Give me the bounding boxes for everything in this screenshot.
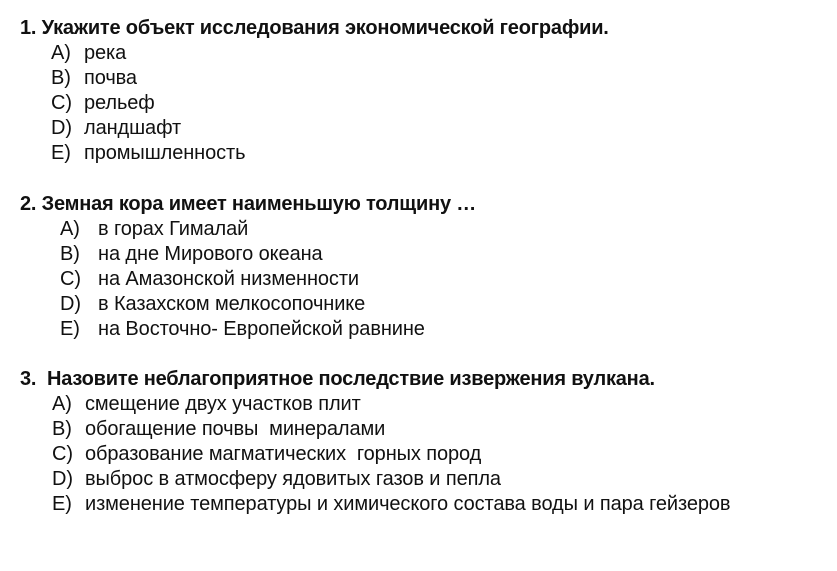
question-3 <box>20 366 820 517</box>
question-1-title: 1. Укажите объект исследования экономической географии. <box>20 17 609 39</box>
option-text: смещение двух участков плит <box>85 393 361 415</box>
question-3-title: 3. Назовите неблагоприятное последствие извержения вулкана. <box>20 368 655 390</box>
option-letter: C) <box>60 268 81 290</box>
option-text: изменение температуры и химического состава воды и пара гейзеров <box>85 493 731 515</box>
option-letter: D) <box>60 293 81 315</box>
option-text: в Казахском мелкосопочнике <box>98 293 366 315</box>
option-letter: E) <box>52 493 72 515</box>
question-3-option-d <box>52 467 820 492</box>
option-letter: D) <box>51 117 72 139</box>
option-text: выброс в атмосферу ядовитых газов и пепла <box>85 468 501 490</box>
question-3-option-c <box>52 442 820 467</box>
question-2-option-c <box>60 267 820 292</box>
option-letter: A) <box>52 393 72 415</box>
option-text: промышленность <box>84 142 246 164</box>
option-letter: B) <box>51 67 71 89</box>
question-2-option-a <box>60 217 820 242</box>
question-3-option-a <box>52 392 820 417</box>
question-1-option-c <box>51 91 820 116</box>
option-text: образование магматических горных пород <box>85 443 482 465</box>
question-1 <box>20 15 820 166</box>
question-2-option-b <box>60 242 820 267</box>
option-letter: A) <box>60 218 80 240</box>
question-1-option-d <box>51 116 820 141</box>
option-letter: B) <box>60 243 80 265</box>
question-3-option-b <box>52 417 820 442</box>
question-2-option-d <box>60 292 820 317</box>
option-letter: C) <box>51 92 72 114</box>
option-text: в горах Гималай <box>98 218 249 240</box>
question-2-option-e <box>60 317 820 342</box>
question-2-options <box>60 217 820 342</box>
option-letter: E) <box>51 142 71 164</box>
option-text: рельеф <box>84 92 155 114</box>
option-text: почва <box>84 67 137 89</box>
option-text: на дне Мирового океана <box>98 243 323 265</box>
question-1-option-b <box>51 66 820 91</box>
question-1-option-a <box>51 41 820 66</box>
option-letter: E) <box>60 318 80 340</box>
option-letter: B) <box>52 418 72 440</box>
question-3-options <box>52 392 820 517</box>
option-text: на Амазонской низменности <box>98 268 359 290</box>
question-2-title: 2. Земная кора имеет наименьшую толщину … <box>20 193 477 215</box>
option-letter: A) <box>51 42 71 64</box>
option-letter: C) <box>52 443 73 465</box>
option-text: ландшафт <box>84 117 182 139</box>
question-2 <box>20 191 820 342</box>
question-1-options <box>51 41 820 166</box>
question-3-option-e <box>52 492 820 517</box>
question-1-option-e <box>51 141 820 166</box>
option-text: обогащение почвы минералами <box>85 418 386 440</box>
option-text: на Восточно- Европейской равнине <box>98 318 425 340</box>
option-text: река <box>84 42 127 64</box>
option-letter: D) <box>52 468 73 490</box>
